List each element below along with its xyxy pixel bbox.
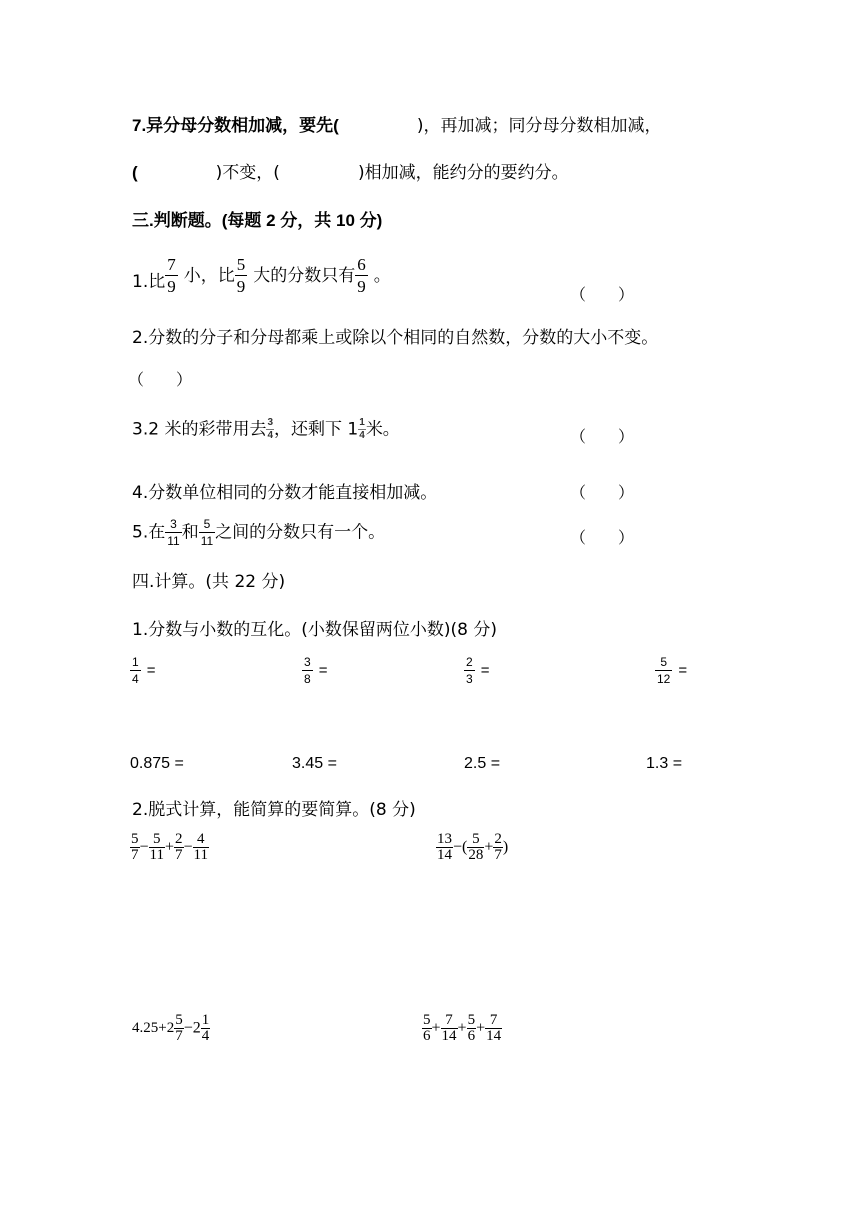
calc-expression-3 bbox=[132, 1013, 210, 1044]
fraction: $\frac{1}{4}$ bbox=[132, 655, 139, 686]
q7-line1-end: )，再加减；同分母分数相加减， bbox=[416, 116, 662, 136]
convert-decimal-3: 2.5 = bbox=[464, 755, 501, 772]
fraction: $\frac{1}{4}$ bbox=[201, 1012, 210, 1044]
answer-paren-5[interactable]: （ ） bbox=[570, 528, 635, 547]
judge-item-2: 2.分数的分子和分母都乘上或除以个相同的自然数，分数的大小不变。 bbox=[132, 328, 659, 348]
judge-item-1-d: 。 bbox=[373, 265, 391, 286]
operator: − bbox=[139, 838, 149, 856]
fraction: $\frac{5}{7}$ bbox=[131, 831, 139, 863]
convert-decimal-1: 0.875 = bbox=[130, 755, 184, 772]
section4-title: 四.计算。(共 22 分) bbox=[132, 572, 286, 592]
convert-fraction-3 bbox=[464, 656, 489, 685]
equals-sign: = bbox=[480, 662, 490, 679]
operator: −( bbox=[453, 838, 468, 856]
fraction: $\frac{7}{14}$ bbox=[441, 1012, 457, 1044]
fraction: $\frac{5}{9}$ bbox=[236, 255, 246, 296]
mixed-lead: 4.25+2 bbox=[132, 1020, 175, 1036]
judge-item-5 bbox=[132, 518, 385, 558]
judge-item-1 bbox=[132, 256, 391, 306]
fraction: $\frac{1}{4}$ bbox=[359, 417, 365, 441]
fraction: $\frac{7}{14}$ bbox=[486, 1012, 502, 1044]
q7-line1 bbox=[132, 115, 661, 137]
operator: + bbox=[431, 1019, 441, 1037]
fraction: $\frac{3}{11}$ bbox=[167, 517, 180, 548]
fraction: $\frac{13}{14}$ bbox=[437, 831, 452, 863]
sub2-title: 2.脱式计算，能简算的要简算。(8 分) bbox=[132, 800, 416, 820]
fraction: $\frac{5}{6}$ bbox=[423, 1012, 431, 1044]
operator: + bbox=[484, 838, 494, 856]
judge-item-5-c: 之间的分数只有一个。 bbox=[215, 522, 386, 543]
judge-item-1-a: 1.比 bbox=[132, 272, 166, 292]
fraction: $\frac{6}{9}$ bbox=[357, 255, 366, 296]
fraction: $\frac{5}{28}$ bbox=[468, 831, 484, 863]
judge-item-3-b: ，还剩下 1 bbox=[274, 419, 359, 440]
operator: + bbox=[457, 1019, 467, 1037]
fraction: $\frac{5}{12}$ bbox=[657, 655, 671, 686]
answer-paren-3[interactable]: （ ） bbox=[570, 427, 635, 446]
answer-paren-2[interactable]: （ ） bbox=[128, 370, 193, 389]
q7-line1-start: 7.异分母分数相加减，要先( bbox=[132, 116, 339, 135]
fraction: $\frac{3}{8}$ bbox=[304, 655, 311, 686]
fraction: $\frac{2}{7}$ bbox=[494, 831, 502, 863]
convert-decimal-4: 1.3 = bbox=[646, 755, 683, 772]
judge-item-1-c: 大的分数只有 bbox=[253, 265, 356, 286]
equals-sign: = bbox=[146, 662, 156, 679]
fraction: $\frac{2}{7}$ bbox=[175, 831, 183, 863]
fraction: $\frac{2}{3}$ bbox=[466, 655, 473, 686]
fraction: $\frac{5}{6}$ bbox=[467, 1012, 476, 1044]
judge-item-3-a: 3.2 米的彩带用去 bbox=[132, 419, 267, 440]
judge-item-1-b: 小，比 bbox=[183, 265, 235, 286]
operator: − bbox=[183, 838, 193, 856]
fraction: $\frac{5}{7}$ bbox=[175, 1012, 183, 1044]
fraction: $\frac{3}{4}$ bbox=[267, 417, 274, 441]
equals-sign: = bbox=[678, 662, 688, 679]
judge-item-5-b: 和 bbox=[181, 522, 199, 543]
q7-line2-end: )相加减，能约分的要约分。 bbox=[357, 163, 569, 183]
section3-title: 三.判断题。(每题 2 分，共 10 分) bbox=[132, 211, 383, 230]
fraction: $\frac{7}{9}$ bbox=[167, 255, 176, 296]
judge-item-3-c: 米。 bbox=[365, 419, 400, 440]
operator: + bbox=[164, 838, 175, 856]
convert-decimal-2: 3.45 = bbox=[292, 755, 337, 772]
fraction: $\frac{5}{11}$ bbox=[149, 831, 164, 863]
q7-line2 bbox=[132, 162, 569, 184]
sub1-title: 1.分数与小数的互化。(小数保留两位小数)(8 分) bbox=[132, 620, 497, 640]
judge-item-3 bbox=[132, 418, 400, 458]
operator: + bbox=[476, 1019, 486, 1037]
fraction: $\frac{4}{11}$ bbox=[193, 831, 208, 863]
operator: ) bbox=[502, 838, 509, 856]
q7-line2-paren-open: ( bbox=[132, 163, 138, 182]
equals-sign: = bbox=[318, 662, 328, 679]
calc-expression-2 bbox=[436, 832, 508, 863]
answer-paren-4[interactable]: （ ） bbox=[570, 483, 635, 502]
calc-expression-4 bbox=[422, 1013, 502, 1044]
fraction: $\frac{5}{11}$ bbox=[200, 517, 214, 548]
judge-item-4: 4.分数单位相同的分数才能直接相加减。 bbox=[132, 483, 438, 503]
calc-expression-1 bbox=[130, 832, 209, 863]
answer-paren-1[interactable]: （ ） bbox=[570, 285, 635, 304]
q7-line2-mid: )不变，( bbox=[215, 163, 280, 183]
convert-fraction-2 bbox=[302, 656, 327, 685]
convert-fraction-1 bbox=[130, 656, 155, 685]
operator: −2 bbox=[183, 1019, 201, 1037]
convert-fraction-4 bbox=[655, 656, 687, 685]
judge-item-5-a: 5.在 bbox=[132, 522, 166, 543]
